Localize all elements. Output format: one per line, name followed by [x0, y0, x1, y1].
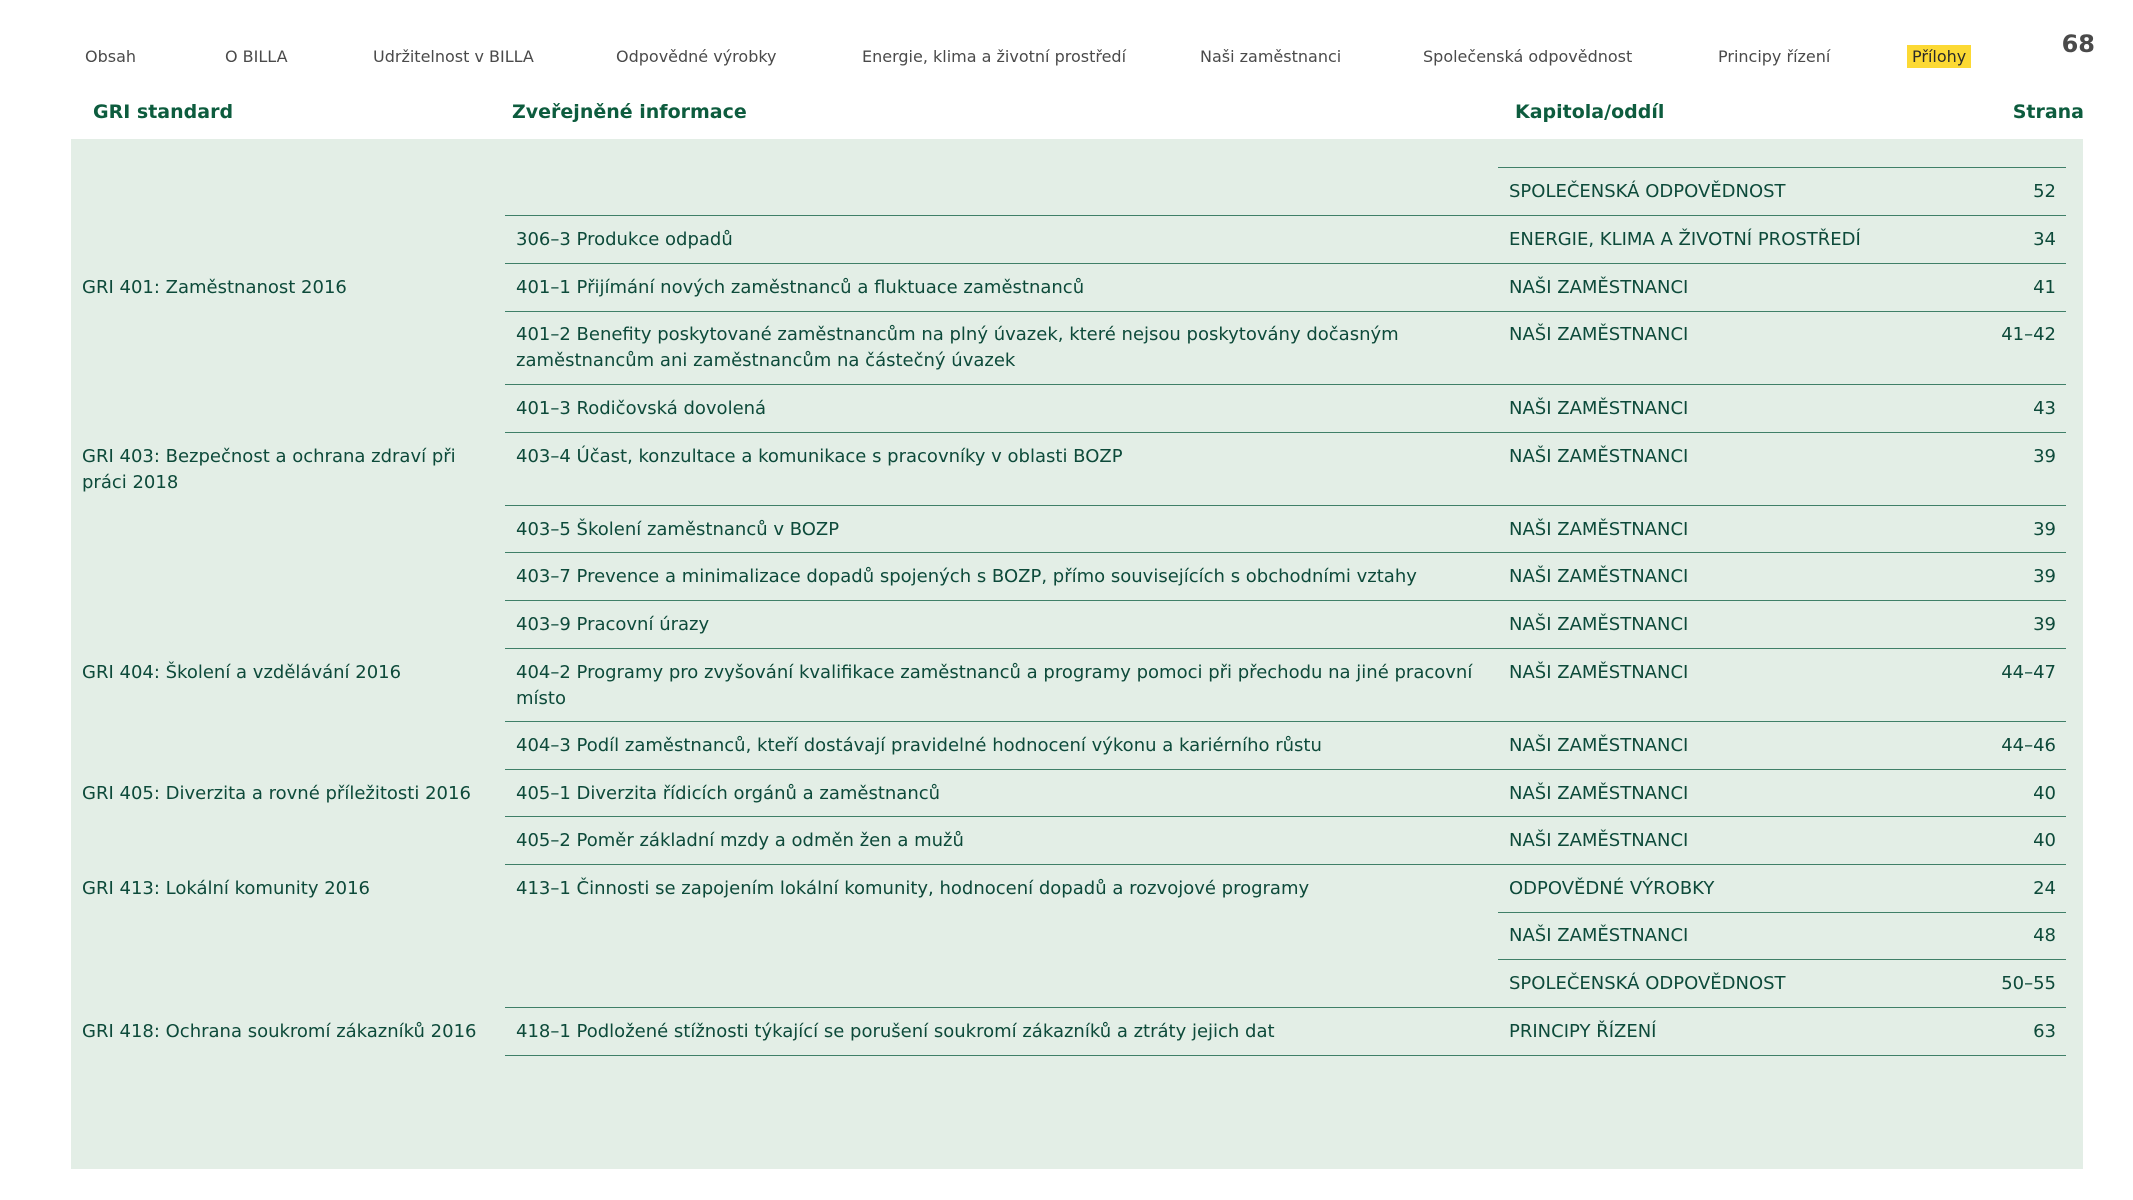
- page-cell: 48: [2033, 925, 2056, 946]
- nav-item-o-billa[interactable]: O BILLA: [225, 47, 288, 66]
- info-cell: 401–3 Rodičovská dovolená: [516, 398, 767, 419]
- nav-item-energie[interactable]: Energie, klima a životní prostředí: [862, 47, 1127, 66]
- chapter-cell: NAŠI ZAMĚSTNANCI: [1509, 735, 1689, 756]
- row-divider: [505, 432, 2066, 433]
- chapter-cell: NAŠI ZAMĚSTNANCI: [1509, 519, 1689, 540]
- standard-cell: GRI 413: Lokální komunity 2016: [82, 878, 371, 899]
- column-header-standard: GRI standard: [93, 101, 234, 123]
- column-header-info: Zveřejněné informace: [512, 101, 747, 123]
- nav-item-udrzitelnost[interactable]: Udržitelnost v BILLA: [373, 47, 534, 66]
- column-header-page: Strana: [2012, 101, 2084, 123]
- page-number: 68: [2061, 30, 2095, 58]
- row-divider: [1498, 912, 2066, 913]
- chapter-cell: NAŠI ZAMĚSTNANCI: [1509, 783, 1689, 804]
- info-cell: 401–2 Benefity poskytované zaměstnancům na plný úvazek, které nejsou poskytovány dočasným zaměstnancům ani zaměstnancům na částečný úvazek: [516, 324, 1399, 371]
- page-cell: 34: [2033, 229, 2056, 250]
- row-divider: [505, 384, 2066, 385]
- info-cell: 413–1 Činnosti se zapojením lokální komunity, hodnocení dopadů a rozvojové programy: [516, 878, 1310, 899]
- top-navigation: [0, 0, 2133, 100]
- page-cell: 44–47: [2001, 662, 2056, 683]
- page-cell: 39: [2033, 519, 2056, 540]
- page-cell: 52: [2033, 181, 2056, 202]
- standard-cell: GRI 403: Bezpečnost a ochrana zdraví při práci 2018: [82, 446, 456, 493]
- standard-cell: GRI 401: Zaměstnanost 2016: [82, 277, 347, 298]
- chapter-cell: NAŠI ZAMĚSTNANCI: [1509, 614, 1689, 635]
- chapter-cell: SPOLEČENSKÁ ODPOVĚDNOST: [1509, 181, 1786, 202]
- page-cell: 24: [2033, 878, 2056, 899]
- row-divider: [1498, 959, 2066, 960]
- page-cell: 63: [2033, 1021, 2056, 1042]
- page-cell: 40: [2033, 830, 2056, 851]
- chapter-cell: SPOLEČENSKÁ ODPOVĚDNOST: [1509, 973, 1786, 994]
- nav-item-prilohy[interactable]: Přílohy: [1907, 45, 1971, 68]
- page-cell: 44–46: [2001, 735, 2056, 756]
- chapter-cell: NAŠI ZAMĚSTNANCI: [1509, 324, 1689, 345]
- nav-item-obsah[interactable]: Obsah: [85, 47, 137, 66]
- page-cell: 39: [2033, 614, 2056, 635]
- row-divider: [1498, 167, 2066, 168]
- info-cell: 405–2 Poměr základní mzdy a odměn žen a mužů: [516, 830, 964, 851]
- page-cell: 40: [2033, 783, 2056, 804]
- info-cell: 404–2 Programy pro zvyšování kvalifikace zaměstnanců a programy pomoci při přechodu na jiné pracovní místo: [516, 662, 1473, 709]
- standard-cell: GRI 418: Ochrana soukromí zákazníků 2016: [82, 1021, 477, 1042]
- row-divider: [505, 552, 2066, 553]
- row-divider: [505, 769, 2066, 770]
- row-divider: [505, 505, 2066, 506]
- row-divider: [505, 864, 2066, 865]
- chapter-cell: PRINCIPY ŘÍZENÍ: [1509, 1021, 1657, 1042]
- chapter-cell: NAŠI ZAMĚSTNANCI: [1509, 398, 1689, 419]
- info-cell: 405–1 Diverzita řídicích orgánů a zaměstnanců: [516, 783, 941, 804]
- row-divider: [505, 721, 2066, 722]
- page-cell: 41–42: [2001, 324, 2056, 345]
- chapter-cell: NAŠI ZAMĚSTNANCI: [1509, 662, 1689, 683]
- info-cell: 418–1 Podložené stížnosti týkající se porušení soukromí zákazníků a ztráty jejich dat: [516, 1021, 1275, 1042]
- page-cell: 43: [2033, 398, 2056, 419]
- standard-cell: GRI 404: Školení a vzdělávání 2016: [82, 662, 402, 683]
- page-cell: 50–55: [2001, 973, 2056, 994]
- chapter-cell: NAŠI ZAMĚSTNANCI: [1509, 566, 1689, 587]
- row-divider: [505, 311, 2066, 312]
- row-divider: [505, 600, 2066, 601]
- chapter-cell: ODPOVĚDNÉ VÝROBKY: [1509, 878, 1715, 899]
- info-cell: 401–1 Přijímání nových zaměstnanců a fluktuace zaměstnanců: [516, 277, 1085, 298]
- page-cell: 41: [2033, 277, 2056, 298]
- nav-item-odpovedne-vyrobky[interactable]: Odpovědné výrobky: [616, 47, 777, 66]
- chapter-cell: ENERGIE, KLIMA A ŽIVOTNÍ PROSTŘEDÍ: [1509, 229, 1861, 250]
- row-divider: [505, 1007, 2066, 1008]
- nav-item-spolecenska-odpovednost[interactable]: Společenská odpovědnost: [1423, 47, 1633, 66]
- page-cell: 39: [2033, 566, 2056, 587]
- chapter-cell: NAŠI ZAMĚSTNANCI: [1509, 277, 1689, 298]
- row-divider: [505, 215, 2066, 216]
- column-header-chapter: Kapitola/oddíl: [1515, 101, 1665, 123]
- nav-item-nasi-zamestnanci[interactable]: Naši zaměstnanci: [1200, 47, 1342, 66]
- info-cell: 403–7 Prevence a minimalizace dopadů spojených s BOZP, přímo souvisejících s obchodními vztahy: [516, 566, 1417, 587]
- row-divider: [505, 1055, 2066, 1056]
- row-divider: [505, 648, 2066, 649]
- info-cell: 306–3 Produkce odpadů: [516, 229, 733, 250]
- row-divider: [505, 263, 2066, 264]
- nav-item-principy-rizeni[interactable]: Principy řízení: [1718, 47, 1831, 66]
- standard-cell: GRI 405: Diverzita a rovné příležitosti 2016: [82, 783, 471, 804]
- chapter-cell: NAŠI ZAMĚSTNANCI: [1509, 446, 1689, 467]
- info-cell: 403–9 Pracovní úrazy: [516, 614, 710, 635]
- info-cell: 403–5 Školení zaměstnanců v BOZP: [516, 519, 840, 540]
- info-cell: 403–4 Účast, konzultace a komunikace s pracovníky v oblasti BOZP: [516, 446, 1123, 467]
- gri-table: [71, 139, 2083, 1169]
- chapter-cell: NAŠI ZAMĚSTNANCI: [1509, 830, 1689, 851]
- row-divider: [505, 816, 2066, 817]
- chapter-cell: NAŠI ZAMĚSTNANCI: [1509, 925, 1689, 946]
- page-cell: 39: [2033, 446, 2056, 467]
- info-cell: 404–3 Podíl zaměstnanců, kteří dostávají pravidelné hodnocení výkonu a kariérního růstu: [516, 735, 1322, 756]
